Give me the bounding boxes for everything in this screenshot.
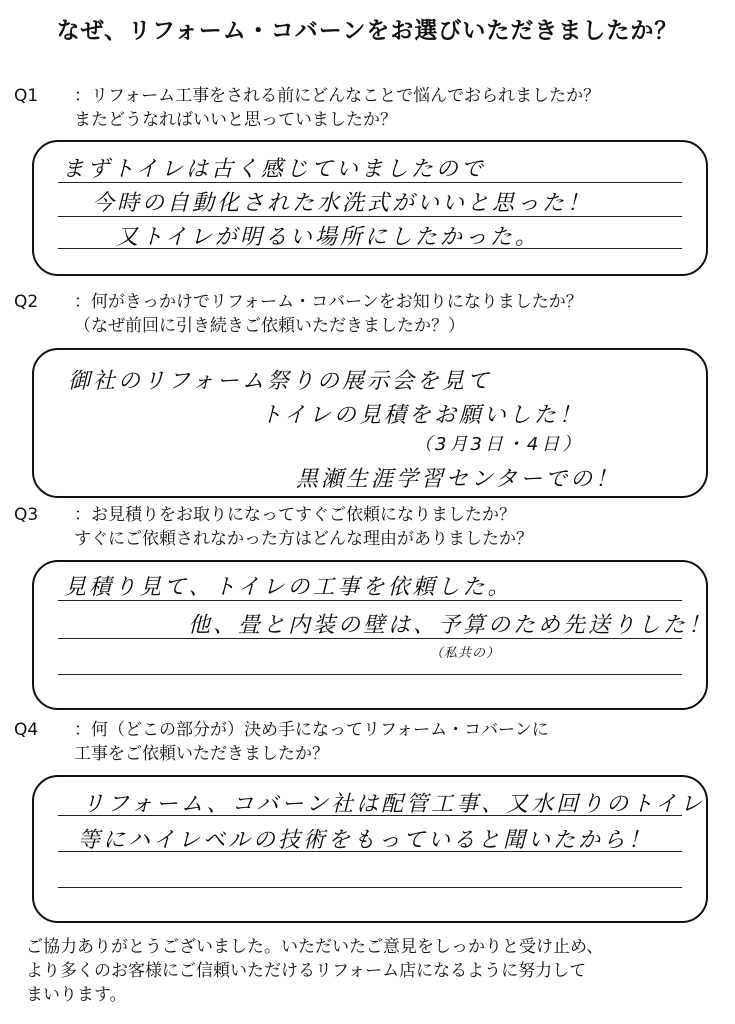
question-1-text-line-1: ：リフォーム工事をされる前にどんなことで悩んでおられましたか？ (74, 86, 601, 106)
answer-2-line-1: 御社のリフォーム祭りの展示会を見て (68, 369, 492, 394)
answer-rule (58, 887, 682, 888)
answer-3-line-2: 他、畳と内装の壁は、予算のため先送りした！ (188, 613, 714, 638)
question-1 (14, 84, 600, 132)
question-2-text-line-2: （なぜ前回に引き続きご依頼いただきましたか？） (74, 316, 465, 336)
answer-1-line-1: まずトイレは古く感じていましたので (62, 157, 486, 182)
answer-box-3 (32, 560, 714, 710)
closing-message-line-3: まいります。 (26, 985, 127, 1005)
answer-rule (58, 674, 682, 675)
question-3-number: Q3 (14, 505, 39, 525)
answer-4-line-2: 等にハイレベルの技術をもっていると聞いたから！ (78, 828, 654, 853)
question-1-number: Q1 (14, 86, 39, 106)
answer-2-line-4: 黒瀬生涯学習センターでの！ (296, 467, 621, 492)
closing-message (26, 935, 716, 1007)
answer-4-line-1: リフォーム、コバーン社は配管工事、又水回りのトイレ (82, 792, 706, 817)
answer-3-line-1: 見積り見て、トイレの工事を依頼した。 (64, 575, 513, 600)
answer-1-line-2: 今時の自動化された水洗式がいいと思った！ (92, 191, 593, 216)
page-title: なぜ、リフォーム・コバーンをお選びいただきましたか？ (56, 18, 679, 44)
question-3 (14, 503, 533, 551)
question-3-text-line-2: すぐにご依頼されなかった方はどんな理由がありましたか？ (74, 529, 533, 549)
answer-1-line-3: 又トイレが明るい場所にしたかった。 (116, 225, 540, 250)
question-2-number: Q2 (14, 292, 39, 312)
question-2 (14, 290, 583, 338)
answer-3-line-3: （私共の） (430, 646, 501, 661)
question-4 (14, 718, 549, 766)
question-2-text-line-1: ：何がきっかけでリフォーム・コバーンをお知りになりましたか？ (74, 292, 583, 312)
answer-box-2 (32, 348, 708, 498)
question-4-text-line-1: ：何（どこの部分が）決め手になってリフォーム・コバーンに (74, 720, 549, 740)
closing-message-line-1: ご協力ありがとうございました。いただいたご意見をしっかりと受け止め、 (26, 937, 604, 957)
question-1-text-line-2: またどうなればいいと思っていましたか？ (74, 110, 397, 130)
question-3-text-line-1: ：お見積りをお取りになってすぐご依頼になりましたか？ (74, 505, 516, 525)
question-4-number: Q4 (14, 720, 39, 740)
closing-message-line-2: より多くのお客様にご信頼いただけるリフォーム店になるように努力して (26, 961, 587, 981)
answer-box-4 (32, 775, 708, 923)
answer-box-1 (32, 140, 708, 276)
answer-2-line-3: （3月3日・4日） (414, 434, 584, 455)
answer-2-line-2: トイレの見積をお願いした！ (260, 403, 584, 428)
question-4-text-line-2: 工事をご依頼いただきましたか？ (74, 744, 329, 764)
